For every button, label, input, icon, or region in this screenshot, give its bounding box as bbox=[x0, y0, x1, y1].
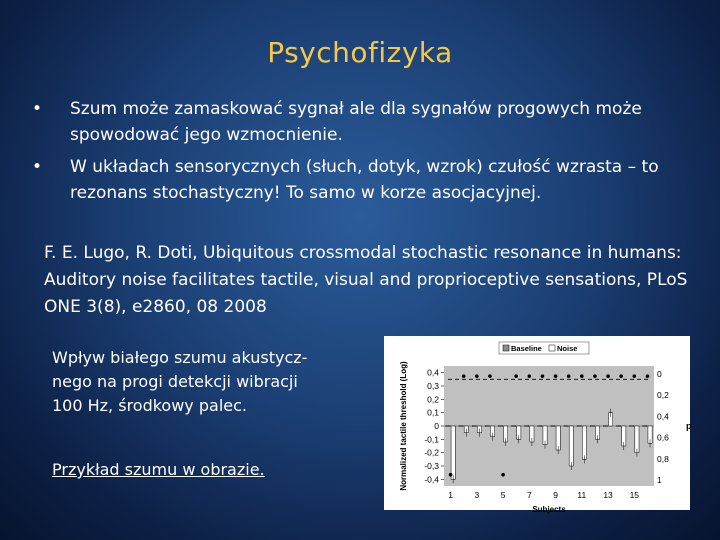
caption-line: Wpływ białego szumu akustycz- bbox=[52, 348, 308, 367]
bullet-item bbox=[30, 96, 700, 148]
legend-swatch-baseline bbox=[503, 345, 509, 351]
bar-baseline bbox=[603, 426, 607, 427]
y2-tick-label: 0,6 bbox=[657, 432, 669, 443]
y2-tick-label: 1 bbox=[657, 475, 662, 485]
bar-noise bbox=[451, 426, 455, 479]
p-value-marker bbox=[633, 374, 637, 378]
bar-baseline bbox=[616, 426, 620, 427]
p-value-marker bbox=[580, 374, 584, 378]
x-tick-label: 15 bbox=[629, 490, 640, 500]
bullet-list bbox=[30, 96, 700, 212]
y2-tick-label: 0,4 bbox=[657, 411, 669, 422]
y2-tick-label: 0,8 bbox=[657, 453, 669, 464]
p-value-marker bbox=[593, 374, 597, 378]
x-tick-label: 7 bbox=[526, 490, 532, 500]
bar-noise bbox=[635, 426, 639, 453]
bar-baseline bbox=[498, 426, 502, 427]
y2-axis-label: p bbox=[686, 421, 692, 431]
bar-baseline bbox=[551, 426, 555, 427]
y2-tick-label: 0,2 bbox=[657, 390, 669, 401]
x-tick-label: 11 bbox=[577, 490, 587, 500]
y-tick-label: 0,3 bbox=[427, 381, 439, 391]
caption-line: 100 Hz, środkowy palec. bbox=[52, 396, 247, 415]
bar-baseline bbox=[630, 426, 634, 427]
y-tick-label: 0,2 bbox=[427, 394, 439, 405]
y-tick-label: -0,3 bbox=[424, 461, 439, 471]
bullet-item bbox=[30, 154, 700, 206]
bar-baseline bbox=[525, 426, 529, 427]
y2-tick-label: 0 bbox=[657, 369, 662, 379]
p-value-marker bbox=[528, 374, 532, 378]
legend-swatch-noise bbox=[549, 345, 555, 351]
x-tick-label: 1 bbox=[448, 490, 453, 500]
bullet-text: W układach sensorycznych (słuch, dotyk, wzrok) czułość wzrasta – to rezonans stochastyczny! To samo w korze asocjacyjnej. bbox=[70, 157, 659, 203]
p-value-marker bbox=[475, 374, 479, 378]
x-tick-label: 5 bbox=[500, 490, 506, 500]
y-tick-label: -0,2 bbox=[424, 447, 439, 458]
y-tick-label: 0 bbox=[434, 421, 439, 431]
p-value-marker bbox=[554, 374, 558, 378]
p-value-marker bbox=[606, 374, 610, 378]
p-value-marker bbox=[488, 374, 492, 378]
x-tick-label: 13 bbox=[603, 490, 613, 500]
bar-baseline bbox=[538, 426, 542, 427]
y-tick-label: 0,1 bbox=[427, 407, 439, 418]
slide-title: Psychofizyka bbox=[267, 36, 453, 69]
bar-baseline bbox=[511, 426, 515, 427]
p-value-marker bbox=[619, 374, 623, 378]
bar-baseline bbox=[643, 426, 647, 427]
p-value-marker bbox=[449, 473, 453, 477]
bar-baseline bbox=[564, 426, 568, 427]
legend-label: Noise bbox=[557, 344, 578, 353]
y-axis-label: Normalized tactile threshold (Log) bbox=[399, 361, 408, 491]
bar-noise bbox=[569, 426, 573, 466]
bar-baseline bbox=[577, 426, 581, 427]
p-value-marker bbox=[541, 374, 545, 378]
figure-caption bbox=[52, 346, 372, 418]
bar-noise bbox=[582, 426, 586, 459]
p-value-marker bbox=[462, 374, 466, 378]
caption-line: nego na progi detekcji wibracji bbox=[52, 372, 298, 391]
x-tick-label: 3 bbox=[474, 490, 480, 500]
bullet-dot-icon: • bbox=[32, 99, 43, 119]
y-tick-label: 0,4 bbox=[427, 367, 439, 378]
p-value-marker bbox=[514, 374, 518, 378]
legend-label: Baseline bbox=[511, 344, 542, 353]
noise-example-link[interactable]: Przykład szumu w obrazie. bbox=[52, 460, 265, 479]
p-value-marker bbox=[501, 473, 505, 477]
bar-baseline bbox=[485, 426, 489, 427]
x-axis-label: Subjects bbox=[532, 505, 566, 514]
bullet-dot-icon: • bbox=[32, 157, 43, 177]
bullet-text: Szum może zamaskować sygnał ale dla sygnałów progowych może spowodować jego wzmocnienie. bbox=[70, 99, 642, 145]
x-tick-label: 9 bbox=[553, 490, 558, 500]
p-value-marker bbox=[567, 374, 571, 378]
bar-baseline bbox=[590, 426, 594, 427]
y-tick-label: -0,1 bbox=[424, 434, 439, 445]
threshold-chart bbox=[384, 336, 692, 514]
bar-baseline bbox=[446, 426, 450, 427]
p-value-marker bbox=[646, 374, 650, 378]
y-tick-label: -0,4 bbox=[424, 474, 439, 485]
reference-citation: F. E. Lugo, R. Doti, Ubiquitous crossmodal stochastic resonance in humans: Auditory noise facilitates tactile, visual and proprioceptive sensations, PLoS ONE 3(8), e2860, 08 2008 bbox=[44, 243, 688, 317]
chart-svg bbox=[384, 336, 692, 514]
bar-baseline bbox=[472, 426, 476, 427]
bar-baseline bbox=[459, 426, 463, 427]
